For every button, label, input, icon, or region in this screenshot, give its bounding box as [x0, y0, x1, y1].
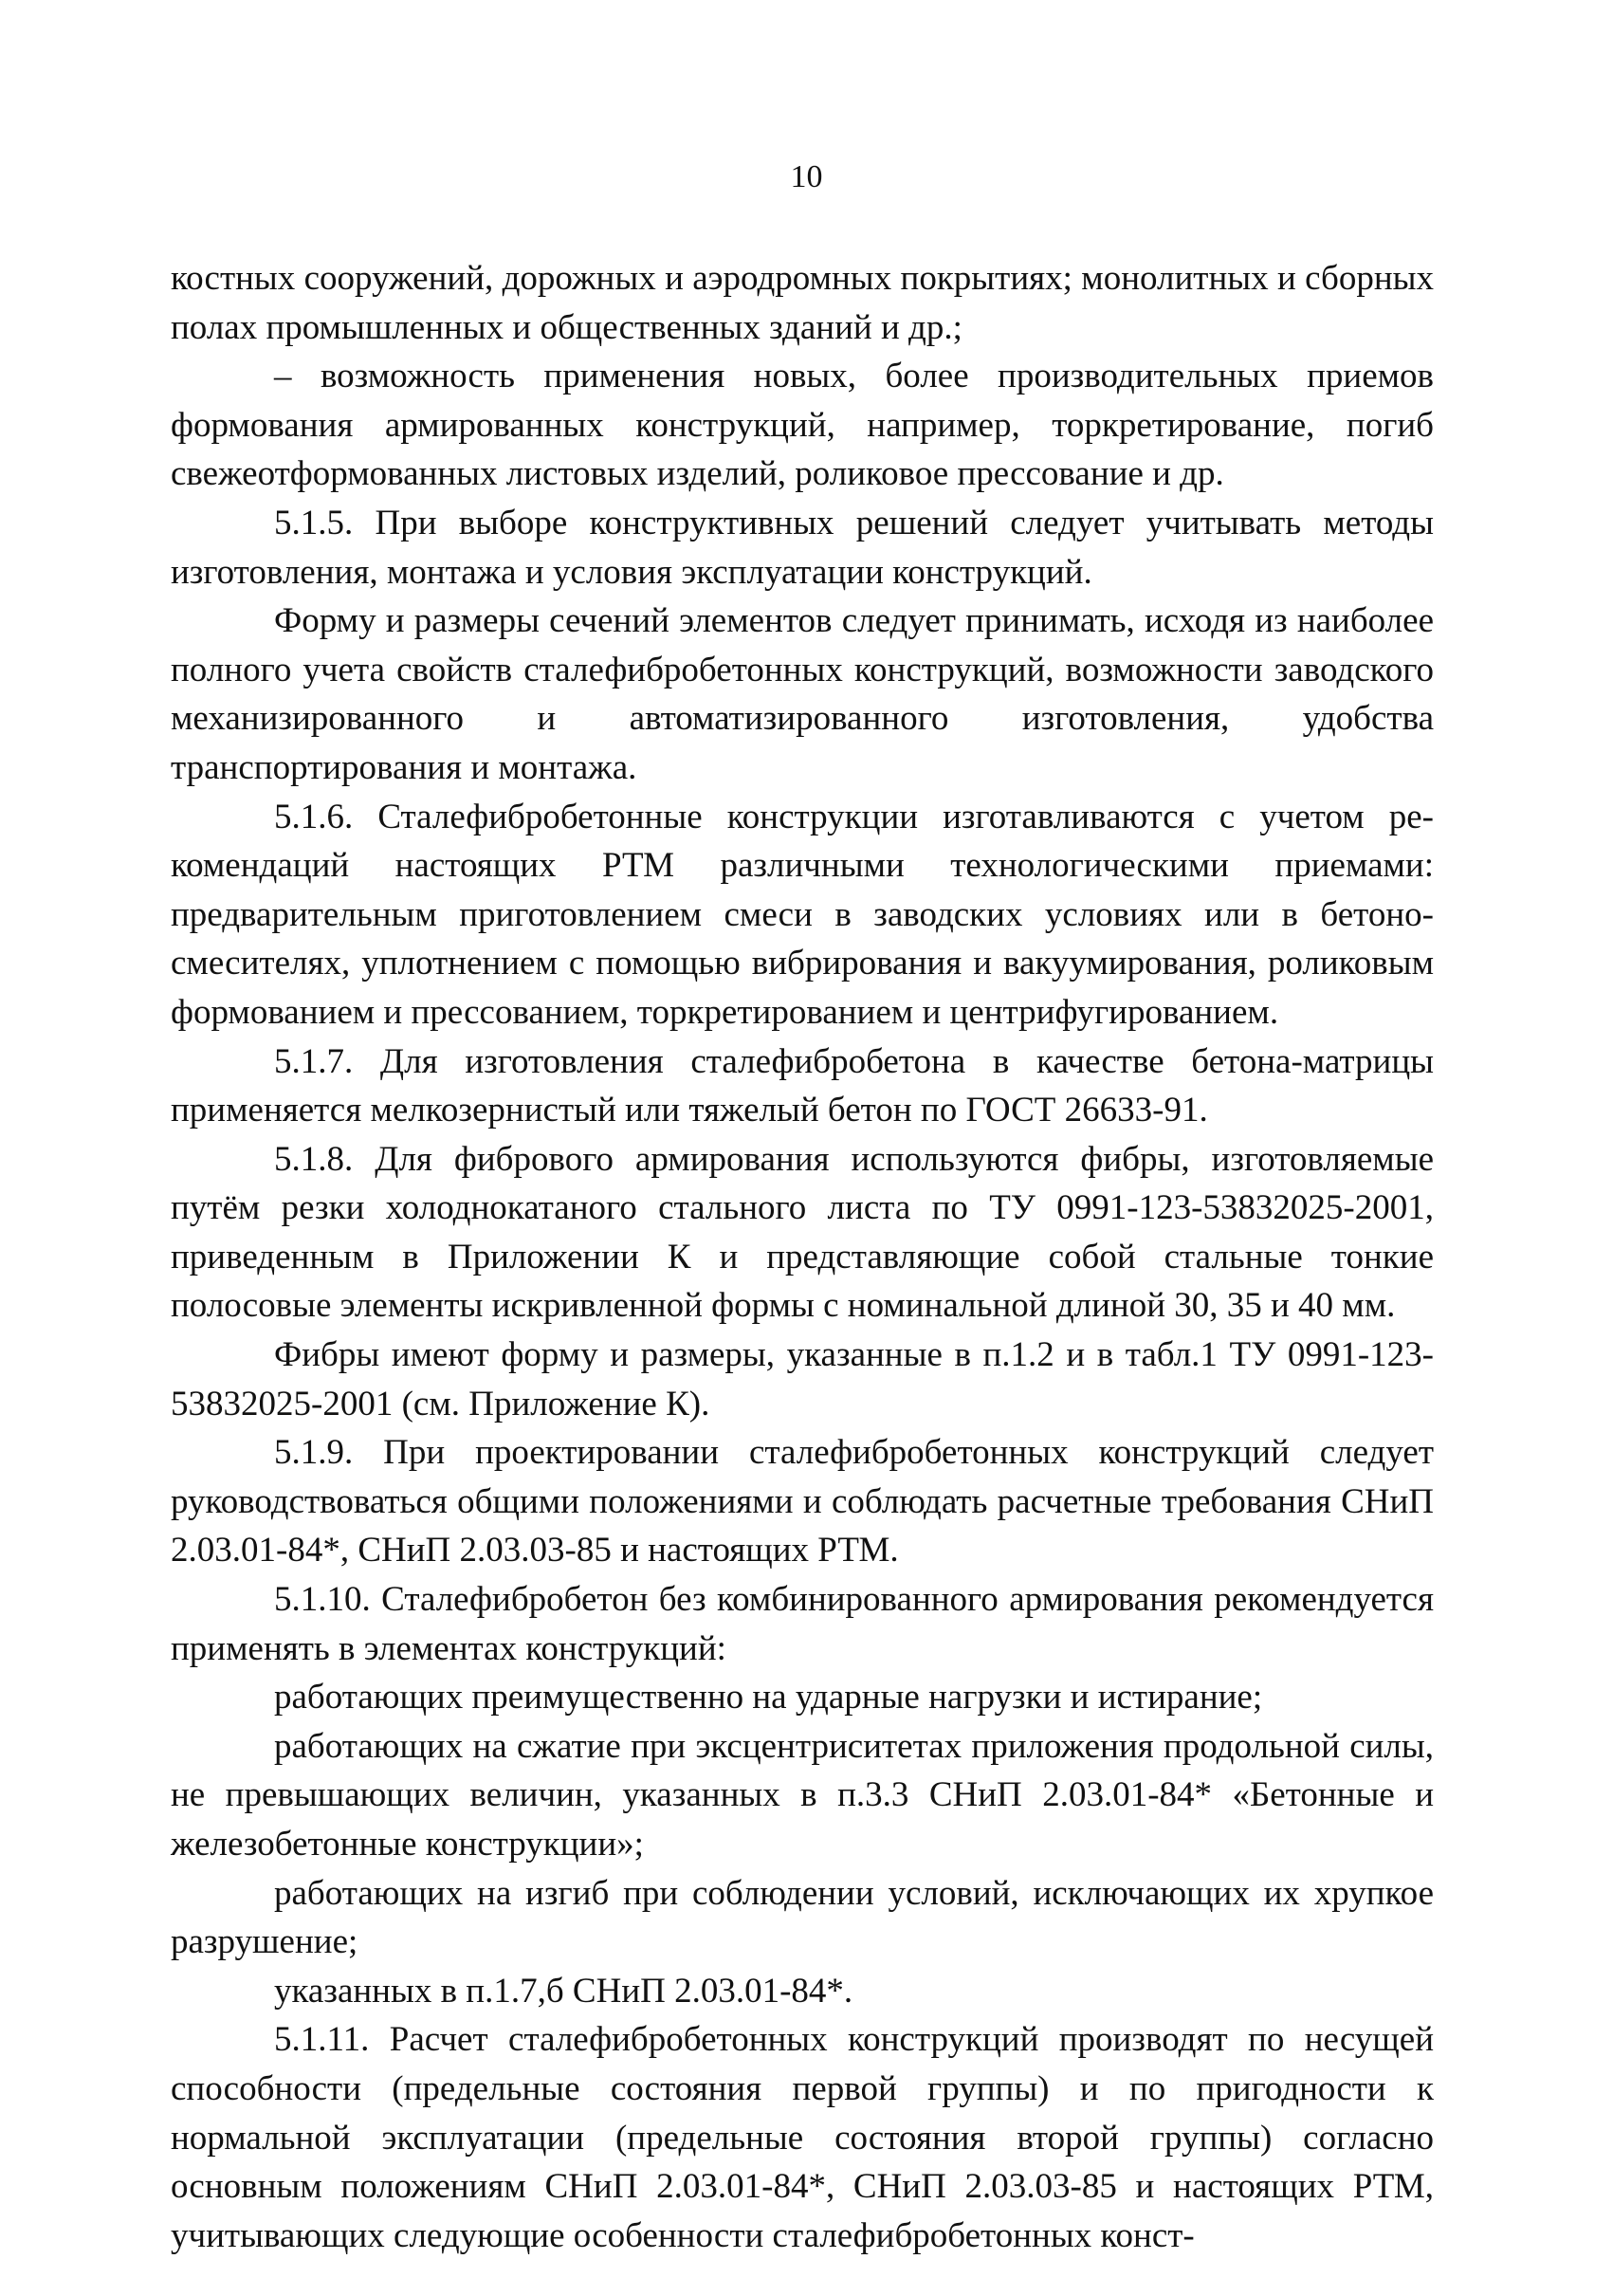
paragraph-continuation: костных сооружений, дорожных и аэродромных покрытиях; монолитных и сборных полах промышленных и общественных зданий и др.;	[171, 259, 1434, 347]
paragraph-list-item-new-methods: – возможность применения новых, более производительных приемов формования армированных конструкций, например, торкретирование, погиб свежеотформованных листовых изделий, роликовое прессование и др.	[171, 357, 1434, 494]
list-item-compression: работающих на сжатие при эксцентриситетах приложения продольной силы, не превышающих величин, указанных в п.3.3 СНиП 2.03.01-84* «Бетонные и железобетонные конструкции»;	[171, 1726, 1434, 1864]
list-item-impact-loads: работающих преимущественно на ударные нагрузки и истирание;	[274, 1678, 1263, 1717]
paragraph-5-1-6: 5.1.6. Сталефибробетонные конструкции изготавливаются с учетом рекомендаций настоящих РТМ различными технологическими приемами: предварительным приготовлением смеси в заводских условиях или в бетоносмесителях, уплотнением с помощью вибрирования и вакуумирования, роликовым формованием и прессованием, торкретированием и центрифугированием.	[171, 797, 1434, 1032]
page-number: 10	[790, 159, 823, 194]
paragraph-5-1-7: 5.1.7. Для изготовления сталефибробетона в качестве бетона-матрицы применяется мелкозернистый или тяжелый бетон по ГОСТ 26633-91.	[171, 1041, 1434, 1130]
paragraph-5-1-11: 5.1.11. Расчет сталефибробетонных конструкций производят по несущей способности (предельные состояния первой группы) и по пригодности к нормальной эксплуатации (предельные состояния второй группы) согласно основным положениям СНиП 2.03.01-84*, СНиП 2.03.03-85 и настоящих РТМ, учитывающих следующие особенности сталефибробетонных конст-	[171, 2020, 1434, 2255]
list-item-bending: работающих на изгиб при соблюдении условий, исключающих их хрупкое разрушение;	[171, 1873, 1434, 1962]
paragraph-5-1-10: 5.1.10. Сталефибробетон без комбинированного армирования рекомендуется применять в элементах конструкций:	[171, 1580, 1434, 1668]
paragraph-5-1-9: 5.1.9. При проектировании сталефибробетонных конструкций следует руководствоваться общими положениями и соблюдать расчетные требования СНиП 2.03.01-84*, СНиП 2.03.03-85 и настоящих РТМ.	[171, 1433, 1434, 1570]
paragraph-5-1-8: 5.1.8. Для фибрового армирования используются фибры, изготовляемые путём резки холоднокатаного стального листа по ТУ 0991-123-53832025-2001, приведенным в Приложении К и представляющие собой стальные тонкие полосовые элементы искривленной формы с номинальной длиной 30, 35 и 40 мм.	[171, 1139, 1434, 1326]
paragraph-fiber-shape: Фибры имеют форму и размеры, указанные в п.1.2 и в табл.1 ТУ 0991-123-53832025-2001 (см. Приложение К).	[171, 1335, 1434, 1424]
list-item-snip-reference: указанных в п.1.7,б СНиП 2.03.01-84*.	[274, 1971, 853, 2011]
paragraph-5-1-5: 5.1.5. При выборе конструктивных решений следует учитывать методы изготовления, монтажа и условия эксплуатации конструкций.	[171, 503, 1434, 592]
paragraph-section-shape: Форму и размеры сечений элементов следует принимать, исходя из наиболее полного учета свойств сталефибробетонных конструкций, возможности заводского механизированного и автоматизированного изготовления, удобства транспортирования и монтажа.	[171, 601, 1434, 787]
document-body	[171, 254, 1434, 2260]
